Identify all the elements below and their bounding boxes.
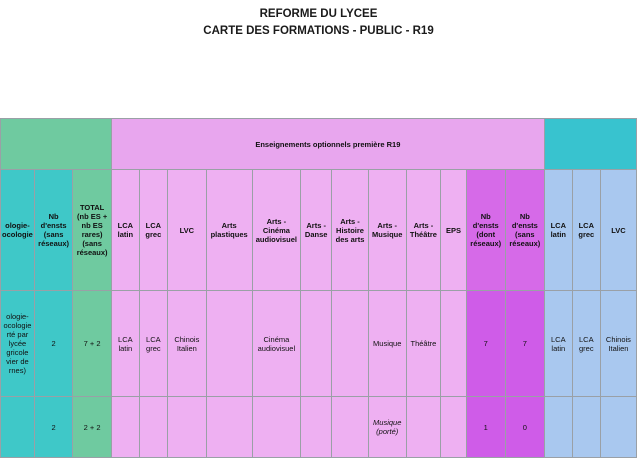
header-cell-2: TOTAL (nb ES + nb ES rares) (sans réseaux) — [73, 170, 112, 291]
row2-cell-4 — [139, 397, 167, 458]
row2-cell-6 — [206, 397, 252, 458]
row1-cell-14: 7 — [505, 291, 544, 397]
header-cell-1: Nb d'ensts (sans réseaux) — [34, 170, 73, 291]
header-cell-6: Arts plastiques — [206, 170, 252, 291]
row1-cell-13: 7 — [466, 291, 505, 397]
header-cell-7: Arts - Cinéma audiovisuel — [252, 170, 301, 291]
row2-cell-10: Musique (porté) — [368, 397, 406, 458]
banner-row — [1, 119, 637, 170]
header-cell-14: Nb d'ensts (sans réseaux) — [505, 170, 544, 291]
row1-cell-0: ologie- ocologie rté par lycée gricole vier de rnes) — [1, 291, 35, 397]
row1-cell-17: Chinois Italien — [600, 291, 636, 397]
row1-cell-12 — [441, 291, 466, 397]
header-row — [1, 170, 637, 291]
row2-cell-16 — [572, 397, 600, 458]
header-cell-15: LCA latin — [544, 170, 572, 291]
row2-cell-11 — [406, 397, 441, 458]
title-line-2: CARTE DES FORMATIONS - PUBLIC - R19 — [203, 25, 434, 37]
banner-center: Enseignements optionnels première R19 — [111, 119, 544, 170]
header-cell-0: ologie- ocologie — [1, 170, 35, 291]
row2-cell-12 — [441, 397, 466, 458]
row2-cell-9 — [332, 397, 369, 458]
header-cell-16: LCA grec — [572, 170, 600, 291]
table-row — [1, 397, 637, 458]
page-title — [0, 6, 637, 40]
row2-cell-14: 0 — [505, 397, 544, 458]
row2-cell-3 — [111, 397, 139, 458]
table-row — [1, 291, 637, 397]
formations-table — [0, 118, 637, 458]
row1-cell-15: LCA latin — [544, 291, 572, 397]
row2-cell-13: 1 — [466, 397, 505, 458]
row2-cell-17 — [600, 397, 636, 458]
row1-cell-8 — [301, 291, 332, 397]
header-cell-12: EPS — [441, 170, 466, 291]
row2-cell-0 — [1, 397, 35, 458]
banner-right — [544, 119, 636, 170]
header-cell-8: Arts - Danse — [301, 170, 332, 291]
row2-cell-1: 2 — [34, 397, 73, 458]
header-cell-17: LVC — [600, 170, 636, 291]
row2-cell-8 — [301, 397, 332, 458]
row2-cell-5 — [167, 397, 206, 458]
row1-cell-5: Chinois Italien — [167, 291, 206, 397]
row1-cell-3: LCA latin — [111, 291, 139, 397]
row1-cell-16: LCA grec — [572, 291, 600, 397]
row1-cell-2: 7 + 2 — [73, 291, 112, 397]
header-cell-4: LCA grec — [139, 170, 167, 291]
row1-cell-11: Théâtre — [406, 291, 441, 397]
row1-cell-6 — [206, 291, 252, 397]
row1-cell-7: Cinéma audiovisuel — [252, 291, 301, 397]
row2-cell-7 — [252, 397, 301, 458]
header-cell-9: Arts - Histoire des arts — [332, 170, 369, 291]
header-cell-11: Arts - Théâtre — [406, 170, 441, 291]
title-line-1: REFORME DU LYCEE — [259, 8, 378, 20]
header-cell-10: Arts - Musique — [368, 170, 406, 291]
row1-cell-4: LCA grec — [139, 291, 167, 397]
row2-cell-2: 2 + 2 — [73, 397, 112, 458]
header-cell-5: LVC — [167, 170, 206, 291]
header-cell-3: LCA latin — [111, 170, 139, 291]
header-cell-13: Nb d'ensts (dont réseaux) — [466, 170, 505, 291]
row1-cell-1: 2 — [34, 291, 73, 397]
row2-cell-15 — [544, 397, 572, 458]
row1-cell-10: Musique — [368, 291, 406, 397]
banner-left — [1, 119, 112, 170]
row1-cell-9 — [332, 291, 369, 397]
